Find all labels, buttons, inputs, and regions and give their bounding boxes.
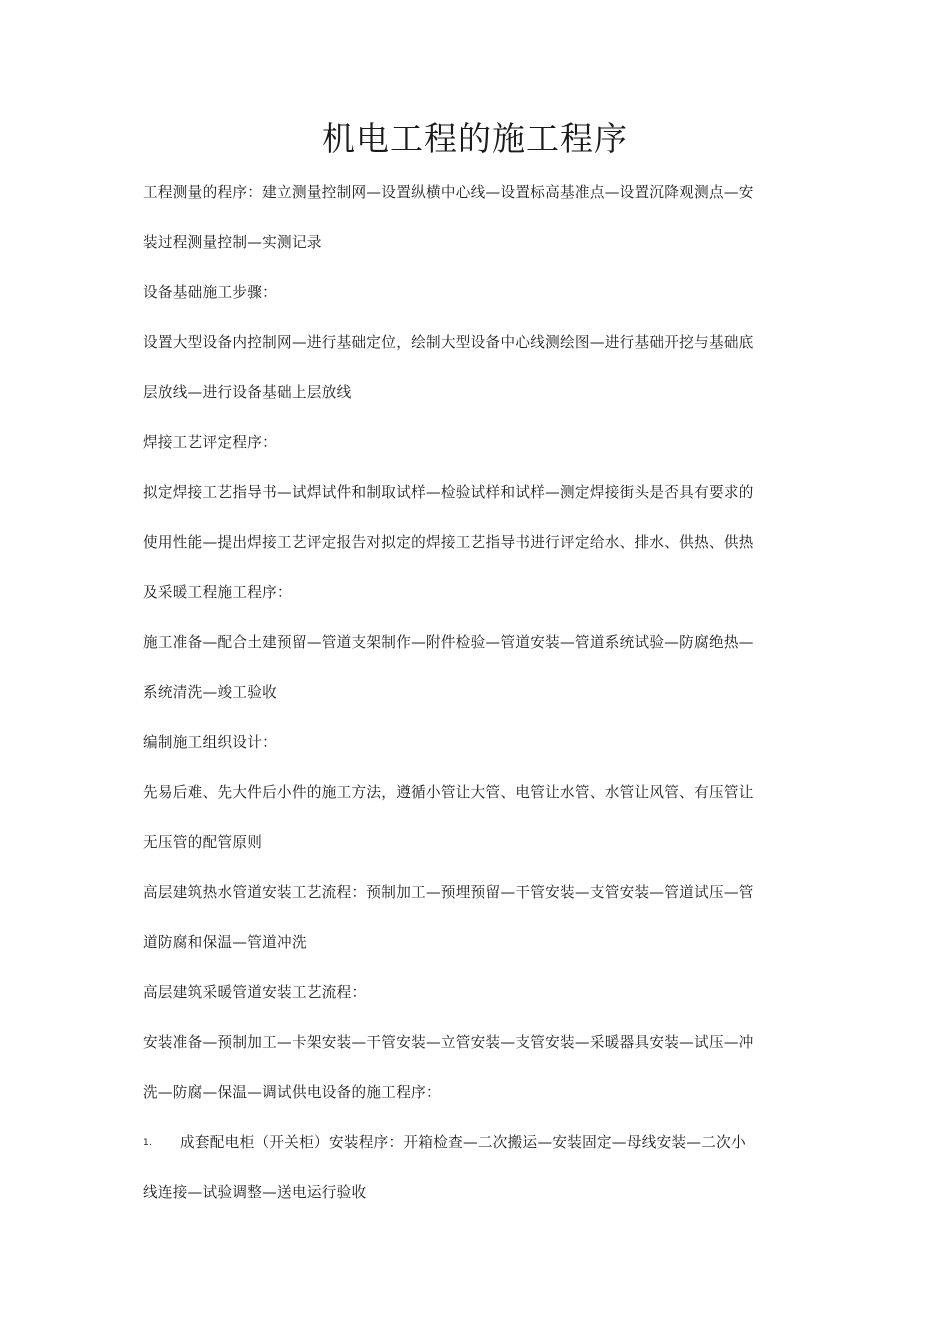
list-item (143, 1118, 803, 1168)
paragraph-line: 施工准备—配合土建预留—管道支架制作—附件检验—管道安装—管道系统试验—防腐绝热— (143, 634, 754, 651)
paragraph-line: 系统清洗—竣工验收 (143, 684, 278, 701)
list-item-text: 成套配电柜（开关柜）安装程序：开箱检查—二次搬运—安装固定—母线安装—二次小 (180, 1134, 746, 1151)
paragraph-line: 洗—防腐—保温—调试供电设备的施工程序： (143, 1084, 441, 1101)
paragraph-line: 无压管的配管原则 (143, 834, 263, 851)
paragraph-line: 先易后难、先大件后小件的施工方法，遵循小管让大管、电管让水管、水管让风管、有压管让 (143, 784, 754, 801)
paragraph-line: 安装准备—预制加工—卡架安装—干管安装—立管安装—支管安装—采暖器具安装—试压—冲 (143, 1034, 754, 1051)
paragraph-line: 道防腐和保温—管道冲洗 (143, 934, 307, 951)
paragraph-line: 线连接—试验调整—送电运行验收 (143, 1184, 367, 1201)
paragraph-line: 层放线—进行设备基础上层放线 (143, 384, 352, 401)
section-heading: 编制施工组织设计： (143, 734, 278, 751)
list-item-number: 1. (143, 1138, 153, 1148)
section-heading: 高层建筑采暖管道安装工艺流程： (143, 984, 367, 1001)
document-title: 机电工程的施工程序 (322, 119, 628, 158)
paragraph-line: 装过程测量控制—实测记录 (143, 234, 322, 251)
paragraph-line: 及采暖工程施工程序： (143, 584, 292, 601)
paragraph-line: 设置大型设备内控制网—进行基础定位，绘制大型设备中心线测绘图—进行基础开挖与基础底 (143, 334, 754, 351)
paragraph-line: 高层建筑热水管道安装工艺流程：预制加工—预埋预留—干管安装—支管安装—管道试压—管 (143, 884, 754, 901)
paragraph-line: 工程测量的程序：建立测量控制网—设置纵横中心线—设置标高基准点—设置沉降观测点—安 (143, 184, 754, 201)
section-heading: 焊接工艺评定程序： (143, 434, 278, 451)
section-heading: 设备基础施工步骤： (143, 284, 278, 301)
paragraph-line: 使用性能—提出焊接工艺评定报告对拟定的焊接工艺指导书进行评定给水、排水、供热、供热 (143, 534, 754, 551)
paragraph-line: 拟定焊接工艺指导书—试焊试件和制取试样—检验试样和试样—测定焊接街头是否具有要求的 (143, 484, 754, 501)
document-body (143, 168, 803, 1218)
